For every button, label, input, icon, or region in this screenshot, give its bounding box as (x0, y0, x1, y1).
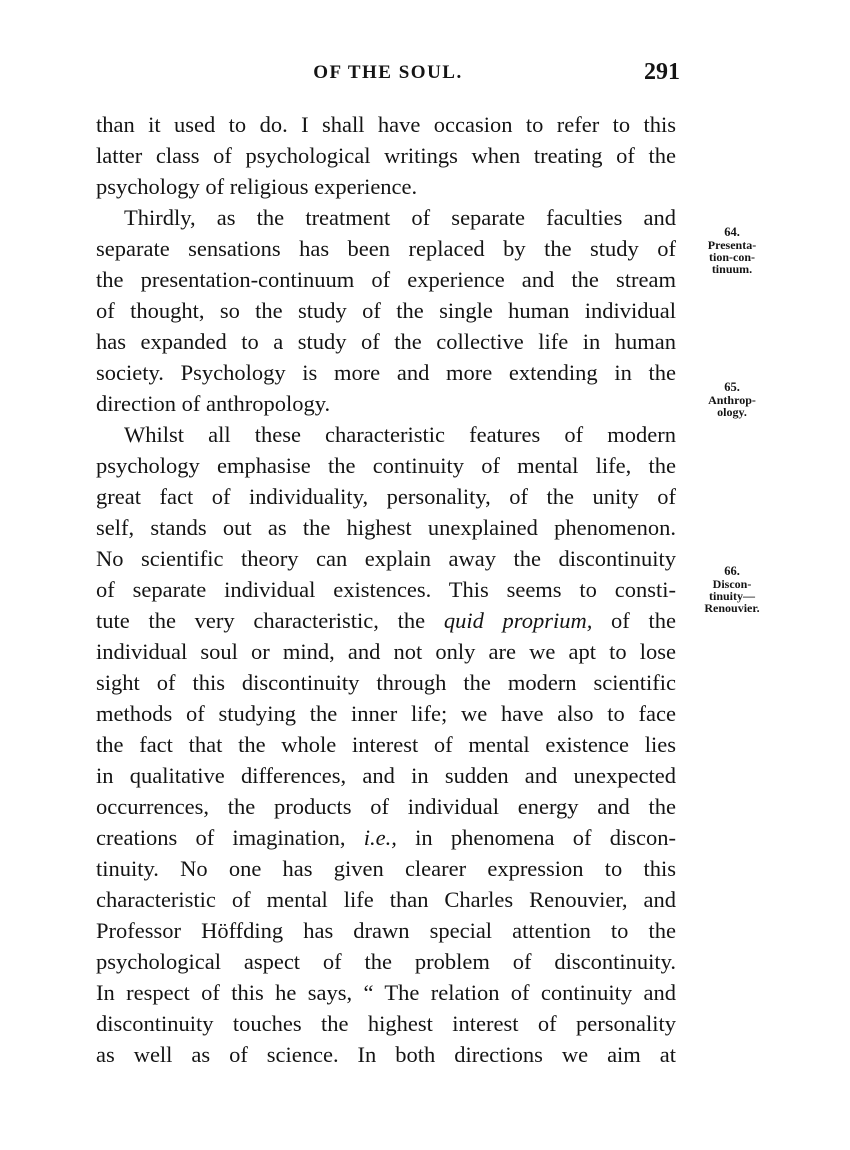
paragraph-start-line: Thirdly, as the treatment of separate faculties and (124, 205, 676, 230)
text-line: discontinuity touches the highest interest of personality (96, 1011, 676, 1036)
running-head (96, 59, 680, 92)
text-line: self, stands out as the highest unexplained phenomenon. (96, 515, 676, 540)
text-line: the fact that the whole interest of mental existence lies (96, 732, 676, 757)
sidenote-64-presentation-continuum (684, 226, 780, 275)
sidenote-label: Presenta- (707, 238, 757, 252)
text-body (96, 109, 676, 1070)
running-title: OF THE SOUL. (313, 62, 463, 83)
text-line: as well as of science. In both directions we aim at (96, 1042, 676, 1067)
text-line: of separate individual existences. This seems to consti- (96, 577, 676, 602)
sidenote-label: tinuum. (711, 262, 753, 276)
text-line: No scientific theory can explain away the discontinuity (96, 546, 676, 571)
text-run: in phenomena of discon- (396, 825, 676, 850)
text-line: latter class of psychological writings when treating of the (96, 143, 676, 168)
text-line: occurrences, the products of individual energy and the (96, 794, 676, 819)
italic-phrase-ie: i.e., (363, 825, 397, 850)
text-line: psychological aspect of the problem of discontinuity. (96, 949, 676, 974)
text-line-with-italic (96, 822, 676, 853)
text-run: of the (592, 608, 676, 633)
italic-phrase-quid-proprium: quid proprium, (443, 608, 593, 633)
sidenote-66-discontinuity-renouvier (684, 565, 780, 614)
text-line: characteristic of mental life than Charles Renouvier, and (96, 887, 676, 912)
text-line: has expanded to a study of the collective life in human (96, 329, 676, 354)
text-run: creations of imagination, (96, 825, 364, 850)
text-line: separate sensations has been replaced by the study of (96, 236, 676, 261)
sidenote-label: ology. (717, 405, 747, 419)
text-line: in qualitative differences, and in sudden and unexpected (96, 763, 676, 788)
page-number: 291 (644, 59, 680, 85)
text-line: In respect of this he says, “ The relation of continuity and (96, 980, 676, 1005)
sidenote-number: 66. (724, 564, 740, 578)
sidenote-label: tion-con- (709, 250, 755, 264)
text-line: tinuity. No one has given clearer expression to this (96, 856, 676, 881)
sidenote-label: Discon- (712, 577, 752, 591)
text-line: Professor Höffding has drawn special attention to the (96, 918, 676, 943)
text-line: sight of this discontinuity through the modern scientific (96, 670, 676, 695)
sidenote-label: Anthrop- (708, 393, 756, 407)
text-line: methods of studying the inner life; we have also to face (96, 701, 676, 726)
sidenote-label: Renouvier. (704, 601, 760, 615)
text-line: great fact of individuality, personality, of the unity of (96, 484, 676, 509)
paragraph-start-line: Whilst all these characteristic features of modern (124, 422, 676, 447)
sidenote-number: 65. (724, 380, 740, 394)
text-line: society. Psychology is more and more extending in the (96, 360, 676, 385)
text-line: individual soul or mind, and not only are we apt to lose (96, 639, 676, 664)
text-run: tute the very characteristic, the (96, 608, 444, 633)
text-line: psychology of religious experience. (96, 174, 418, 199)
text-line: psychology emphasise the continuity of mental life, the (96, 453, 676, 478)
text-line: direction of anthropology. (96, 391, 331, 416)
text-line-with-italic (96, 605, 676, 636)
sidenote-number: 64. (724, 225, 740, 239)
sidenote-65-anthropology (684, 381, 780, 418)
text-line: than it used to do. I shall have occasion to refer to this (96, 112, 676, 137)
text-line: of thought, so the study of the single human individual (96, 298, 676, 323)
sidenote-label: tinuity— (708, 589, 755, 603)
text-line: the presentation-continuum of experience and the stream (96, 267, 676, 292)
